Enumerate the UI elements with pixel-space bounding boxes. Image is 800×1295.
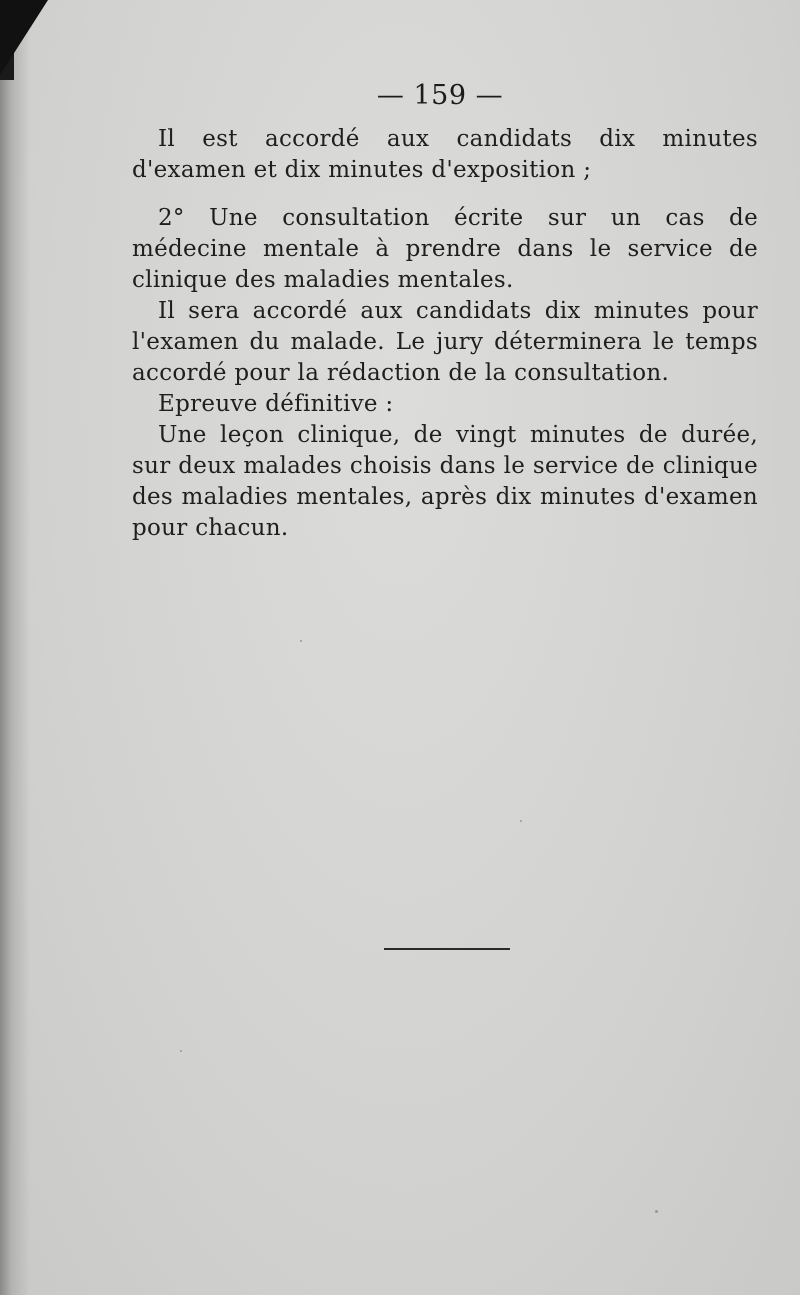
corner-dark-tab xyxy=(0,0,48,75)
paper-speck xyxy=(520,820,522,822)
paragraph-2: 2° Une consultation écrite sur un cas de médecine mentale à prendre dans le service de clinique des maladies mentales. xyxy=(132,205,758,293)
body-text xyxy=(132,124,758,544)
page-number: — 159 — xyxy=(376,80,504,111)
paper-speck xyxy=(655,1210,658,1213)
paragraph-5: Une leçon clinique, de vingt minutes de durée, sur deux malades choisis dans le service de clinique des maladies mentales, après dix minutes d'examen pour chacun. xyxy=(132,422,758,541)
end-rule xyxy=(384,948,510,950)
paper-speck xyxy=(300,640,302,642)
paragraph-4: Epreuve définitive : xyxy=(158,391,394,417)
paragraph-3: Il sera accordé aux candidats dix minutes pour l'examen du malade. Le jury déterminera le temps accordé pour la rédaction de la consultation. xyxy=(132,298,758,386)
paragraph-1: Il est accordé aux candidats dix minutes d'examen et dix minutes d'exposition ; xyxy=(132,126,758,183)
binding-edge-shadow xyxy=(0,0,30,1295)
paper-speck xyxy=(180,1050,182,1052)
